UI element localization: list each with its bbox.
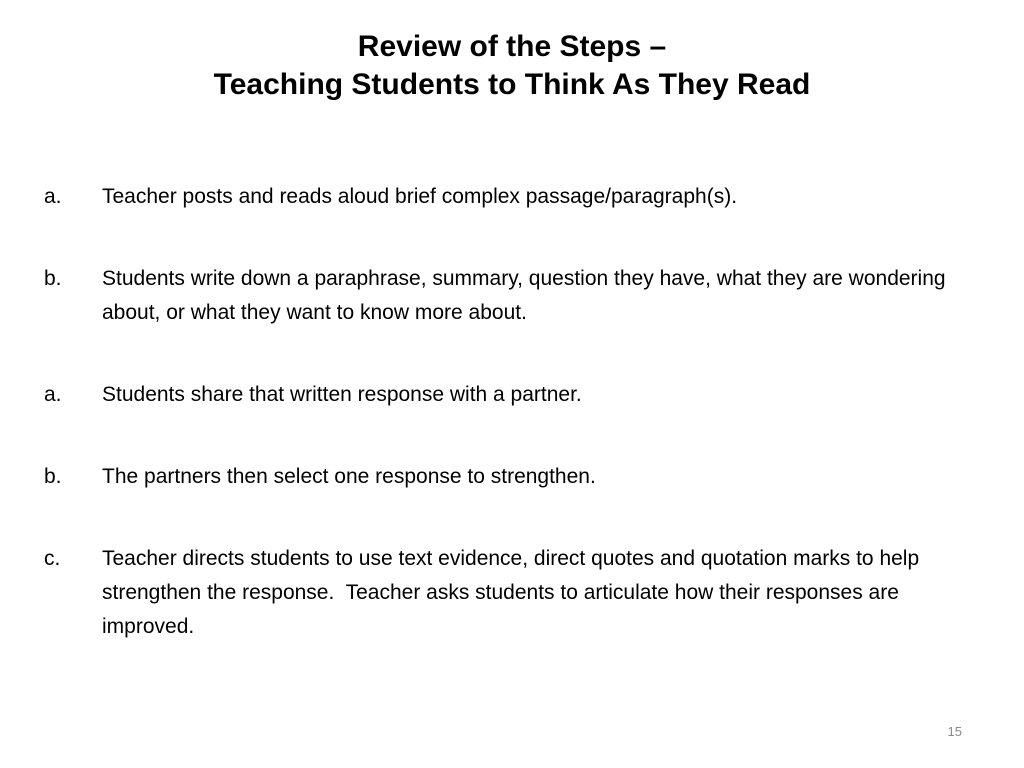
list-item-text: The partners then select one response to strengthen.: [102, 465, 596, 488]
page-number: 15: [947, 724, 962, 739]
slide-title: [0, 28, 1024, 104]
list-item-text: Students write down a paraphrase, summary, question they have, what they are wondering about, or what they want to know more about.: [102, 267, 952, 324]
list-item-marker: a.: [44, 383, 62, 406]
list-item-text: Teacher directs students to use text evidence, direct quotes and quotation marks to help strengthen the response. Teacher asks students to articulate how their responses are improved.: [102, 547, 925, 638]
list-item-marker: b.: [44, 465, 62, 488]
list-item-marker: b.: [44, 267, 62, 290]
list-item: [44, 460, 984, 494]
slide-title-line-2: Teaching Students to Think As They Read: [213, 68, 811, 101]
list-item: [44, 542, 984, 644]
list-item: [44, 378, 984, 412]
list-item-text: Teacher posts and reads aloud brief complex passage/paragraph(s).: [102, 185, 738, 208]
list-item-text: Students share that written response with a partner.: [102, 383, 582, 406]
list-item-marker: a.: [44, 185, 62, 208]
steps-list: [44, 180, 984, 692]
list-item: [44, 262, 984, 330]
list-item: [44, 180, 984, 214]
slide-title-line-1: Review of the Steps –: [357, 30, 667, 63]
list-item-marker: c.: [44, 547, 61, 570]
